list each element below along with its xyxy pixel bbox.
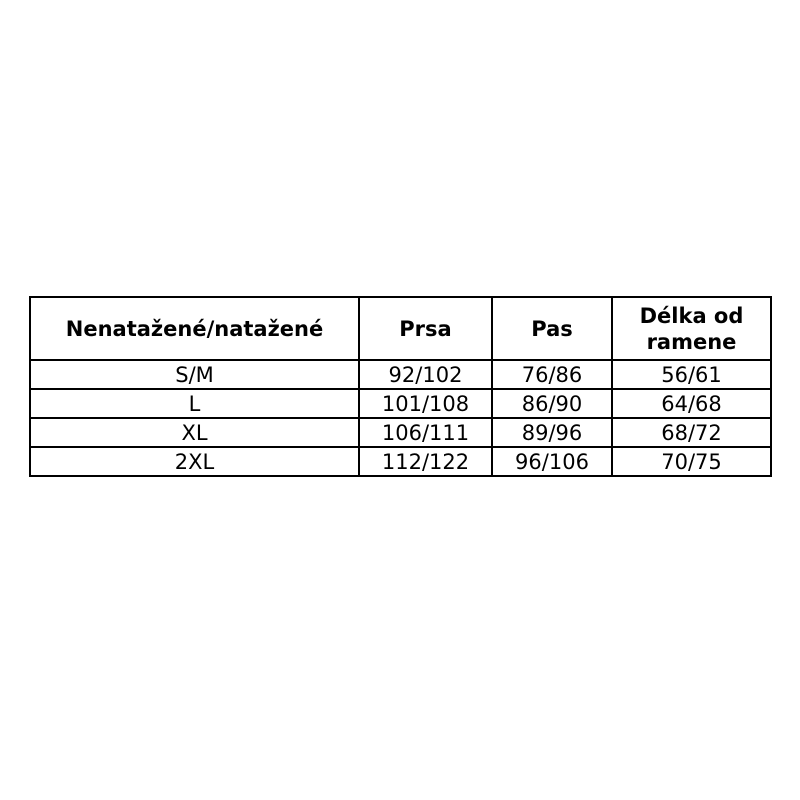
size-chart-table [29, 296, 772, 477]
cell-chest: 92/102 [359, 360, 492, 389]
cell-waist: 86/90 [492, 389, 612, 418]
cell-length: 56/61 [612, 360, 771, 389]
cell-length: 70/75 [612, 447, 771, 476]
header-size: Nenatažené/natažené [30, 297, 359, 360]
header-row [30, 297, 771, 360]
cell-waist: 89/96 [492, 418, 612, 447]
cell-size: 2XL [30, 447, 359, 476]
header-waist: Pas [492, 297, 612, 360]
cell-length: 64/68 [612, 389, 771, 418]
cell-size: XL [30, 418, 359, 447]
table-row [30, 447, 771, 476]
cell-chest: 112/122 [359, 447, 492, 476]
cell-size: L [30, 389, 359, 418]
cell-size: S/M [30, 360, 359, 389]
header-length-from-shoulder: Délka od ramene [612, 297, 771, 360]
table-row [30, 418, 771, 447]
cell-chest: 101/108 [359, 389, 492, 418]
cell-waist: 96/106 [492, 447, 612, 476]
cell-length: 68/72 [612, 418, 771, 447]
table-row [30, 360, 771, 389]
cell-chest: 106/111 [359, 418, 492, 447]
table-row [30, 389, 771, 418]
header-chest: Prsa [359, 297, 492, 360]
cell-waist: 76/86 [492, 360, 612, 389]
